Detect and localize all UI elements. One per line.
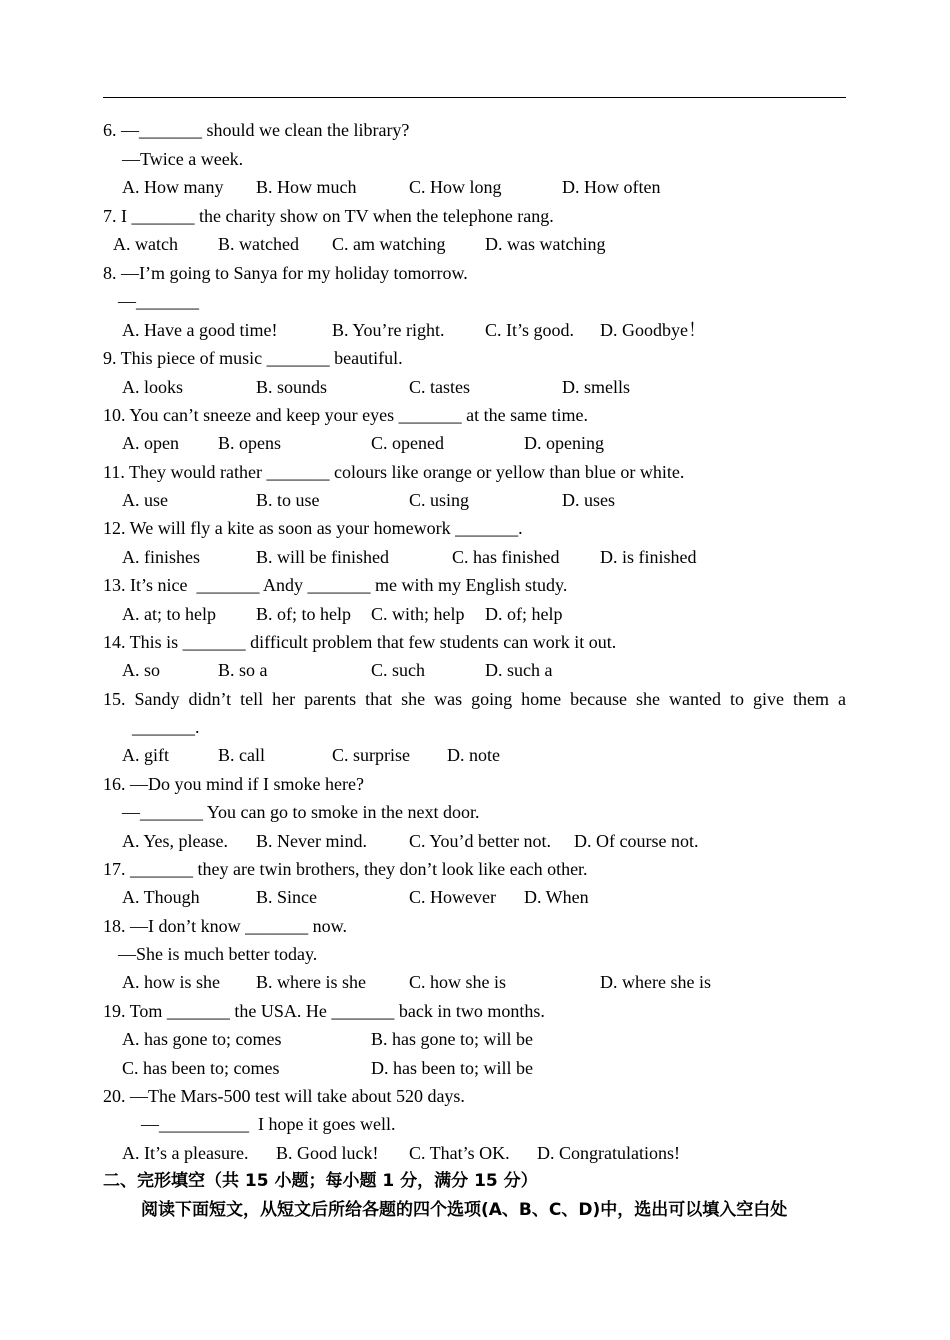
- question-15-option-c: C. surprise: [332, 745, 410, 765]
- question-16-option-b: B. Never mind.: [256, 831, 367, 851]
- question-7-option-d: D. was watching: [485, 234, 606, 254]
- question-18-option-a: A. how is she: [122, 972, 220, 992]
- question-12-option-c: C. has finished: [452, 547, 560, 567]
- question-11-stem: 11. They would rather _______ colours like orange or yellow than blue or white.: [103, 462, 685, 482]
- question-11-option-c: C. using: [409, 490, 470, 510]
- question-19-option-b: B. has gone to; will be: [371, 1029, 533, 1049]
- question-15-stem: 15. Sandy didn’t tell her parents that she was going home because she wanted to give them a: [103, 689, 846, 709]
- question-9-option-c: C. tastes: [409, 377, 470, 397]
- question-14-option-c: C. such: [371, 660, 425, 680]
- question-10-option-a: A. open: [122, 433, 179, 453]
- question-7-option-a: A. watch: [113, 234, 178, 254]
- question-20-stem: 20. —The Mars-500 test will take about 520 days.: [103, 1086, 465, 1106]
- header-rule: [103, 97, 846, 98]
- question-19-option-a: A. has gone to; comes: [122, 1029, 282, 1049]
- question-18-reply: —She is much better today.: [118, 944, 318, 964]
- question-10-option-b: B. opens: [218, 433, 281, 453]
- question-13-option-a: A. at; to help: [122, 604, 216, 624]
- question-17-option-b: B. Since: [256, 887, 317, 907]
- question-18-option-c: C. how she is: [409, 972, 507, 992]
- question-8-stem: 8. —I’m going to Sanya for my holiday tomorrow.: [103, 263, 468, 283]
- question-19-stem: 19. Tom _______ the USA. He _______ back in two months.: [103, 1001, 545, 1021]
- question-15-option-b: B. call: [218, 745, 265, 765]
- question-10-stem: 10. You can’t sneeze and keep your eyes _______ at the same time.: [103, 405, 589, 425]
- question-10-option-d: D. opening: [524, 433, 604, 453]
- question-7-option-c: C. am watching: [332, 234, 446, 254]
- question-15-option-a: A. gift: [122, 745, 169, 765]
- question-17-option-d: D. When: [524, 887, 589, 907]
- question-18-stem: 18. —I don’t know _______ now.: [103, 916, 347, 936]
- question-12-option-d: D. is finished: [600, 547, 697, 567]
- question-15-stem-continued: _______.: [132, 717, 200, 737]
- question-6-option-c: C. How long: [409, 177, 502, 197]
- question-20-option-d: D. Congratulations!: [537, 1143, 680, 1163]
- question-17-stem: 17. _______ they are twin brothers, they don’t look like each other.: [103, 859, 588, 879]
- question-19-option-d: D. has been to; will be: [371, 1058, 533, 1078]
- question-6-option-d: D. How often: [562, 177, 661, 197]
- question-13-option-d: D. of; help: [485, 604, 563, 624]
- question-16-option-c: C. You’d better not.: [409, 831, 552, 851]
- question-7-stem: 7. I _______ the charity show on TV when the telephone rang.: [103, 206, 554, 226]
- question-17-option-a: A. Though: [122, 887, 200, 907]
- question-14-option-d: D. such a: [485, 660, 553, 680]
- section-2-heading: 二、完形填空（共 15 小题；每小题 1 分，满分 15 分）: [103, 1171, 538, 1191]
- question-6-option-b: B. How much: [256, 177, 357, 197]
- question-20-option-b: B. Good luck!: [276, 1143, 379, 1163]
- question-13-option-c: C. with; help: [371, 604, 465, 624]
- question-9-option-a: A. looks: [122, 377, 184, 397]
- question-16-option-a: A. Yes, please.: [122, 831, 228, 851]
- question-16-reply: —_______ You can go to smoke in the next door.: [122, 802, 480, 822]
- question-7-option-b: B. watched: [218, 234, 299, 254]
- question-6-reply: —Twice a week.: [122, 149, 244, 169]
- question-11-option-a: A. use: [122, 490, 168, 510]
- question-16-option-d: D. Of course not.: [574, 831, 699, 851]
- question-8-option-b: B. You’re right.: [332, 320, 445, 340]
- question-11-option-b: B. to use: [256, 490, 320, 510]
- question-14-option-b: B. so a: [218, 660, 268, 680]
- question-8-option-a: A. Have a good time!: [122, 320, 278, 340]
- question-9-option-d: D. smells: [562, 377, 631, 397]
- question-9-option-b: B. sounds: [256, 377, 328, 397]
- question-18-option-b: B. where is she: [256, 972, 366, 992]
- question-15-option-d: D. note: [447, 745, 500, 765]
- question-6-option-a: A. How many: [122, 177, 224, 197]
- question-12-option-b: B. will be finished: [256, 547, 389, 567]
- question-8-option-d: D. Goodbye！: [600, 320, 706, 340]
- question-8-option-c: C. It’s good.: [485, 320, 575, 340]
- question-17-option-c: C. However: [409, 887, 496, 907]
- section-2-instruction: 阅读下面短文，从短文后所给各题的四个选项(A、B、C、D)中，选出可以填入空白处: [141, 1200, 788, 1220]
- question-8-reply: —_______: [118, 291, 199, 311]
- question-13-option-b: B. of; to help: [256, 604, 351, 624]
- question-14-option-a: A. so: [122, 660, 161, 680]
- question-12-stem: 12. We will fly a kite as soon as your homework _______.: [103, 518, 523, 538]
- question-20-option-a: A. It’s a pleasure.: [122, 1143, 249, 1163]
- question-6-stem: 6. —_______ should we clean the library?: [103, 120, 410, 140]
- question-18-option-d: D. where she is: [600, 972, 711, 992]
- question-20-reply: —__________ I hope it goes well.: [141, 1114, 396, 1134]
- question-13-stem: 13. It’s nice _______ Andy _______ me with my English study.: [103, 575, 568, 595]
- question-19-option-c: C. has been to; comes: [122, 1058, 280, 1078]
- question-11-option-d: D. uses: [562, 490, 615, 510]
- question-14-stem: 14. This is _______ difficult problem that few students can work it out.: [103, 632, 617, 652]
- question-10-option-c: C. opened: [371, 433, 444, 453]
- question-20-option-c: C. That’s OK.: [409, 1143, 510, 1163]
- question-12-option-a: A. finishes: [122, 547, 200, 567]
- question-9-stem: 9. This piece of music _______ beautiful.: [103, 348, 403, 368]
- question-16-stem: 16. —Do you mind if I smoke here?: [103, 774, 364, 794]
